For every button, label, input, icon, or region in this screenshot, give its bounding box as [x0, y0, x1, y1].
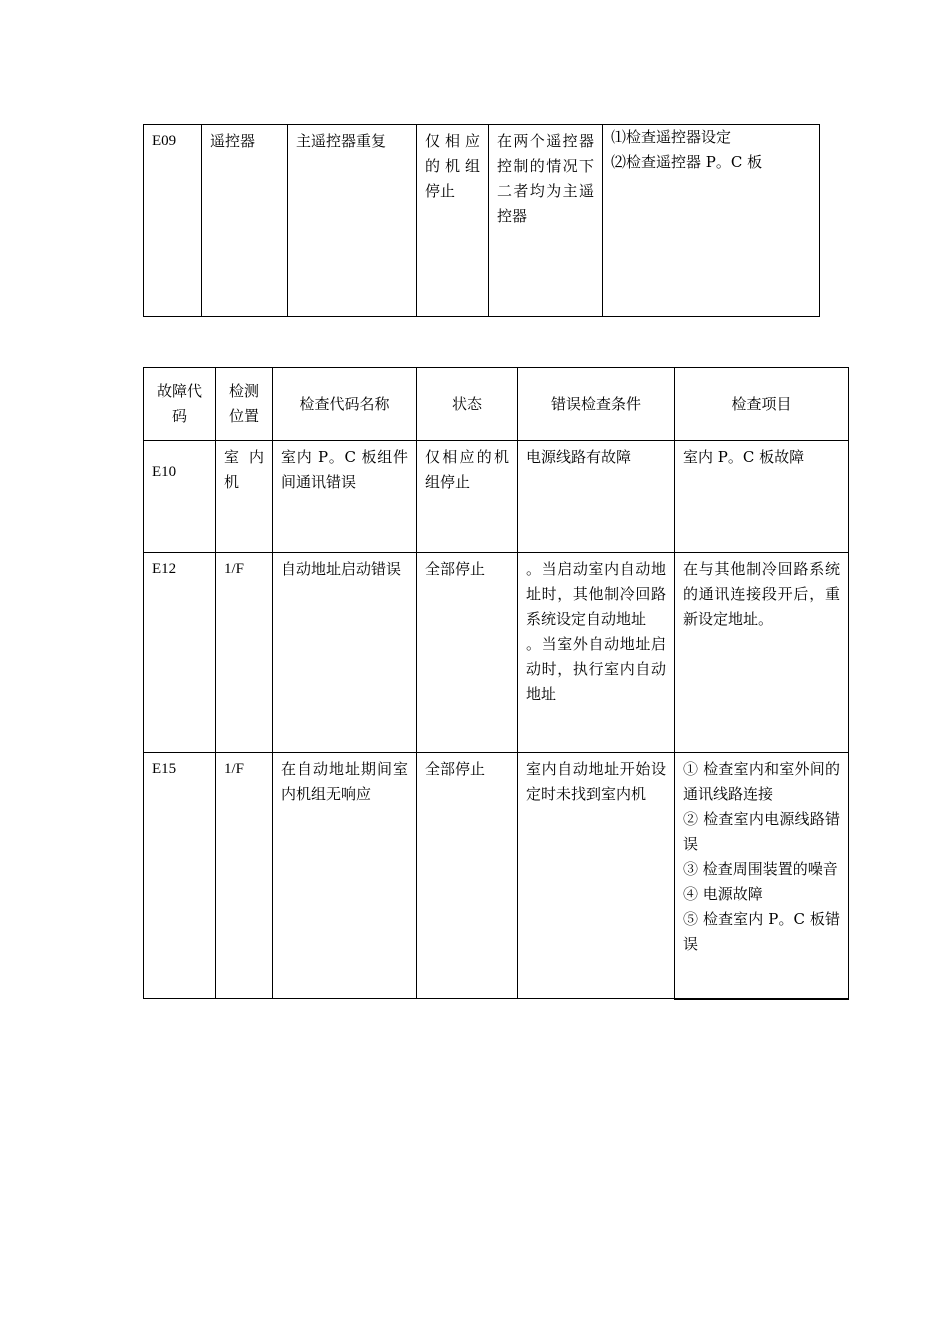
fault-table: [143, 367, 849, 1000]
header-code-name: 检查代码名称: [273, 368, 417, 441]
check-item: ① 检查室内和室外间的通讯线路连接: [683, 760, 840, 803]
code-name-cell: 自动地址启动错误: [273, 553, 417, 753]
condition-cell: [518, 553, 675, 753]
location-cell: 遥控器: [202, 125, 288, 317]
header-detect-location: 检测位置: [216, 368, 273, 441]
code-name-cell: 室内 P。C 板组件间通讯错误: [273, 441, 417, 553]
table-row: [144, 125, 820, 317]
location-cell: 1/F: [216, 553, 273, 753]
check-item: ⑵检查遥控器 P。C 板: [611, 153, 763, 171]
header-status: 状态: [417, 368, 518, 441]
condition-item: 。当启动室内自动地址时，其他制冷回路系统设定自动地址: [526, 560, 666, 628]
table-row: [144, 441, 849, 553]
code-name-cell: 在自动地址期间室内机组无响应: [273, 753, 417, 999]
check-item: ④ 电源故障: [683, 885, 763, 903]
check-items-cell: 室内 P。C 板故障: [675, 441, 849, 553]
fault-code-cell: E15: [144, 753, 216, 999]
code-name-cell: 主遥控器重复: [288, 125, 417, 317]
status-cell: 仅相应的机组停止: [417, 125, 489, 317]
status-cell: 全部停止: [417, 553, 518, 753]
check-items-cell: [603, 125, 820, 317]
check-items-cell: 在与其他制冷回路系统的通讯连接段开后，重新设定地址。: [675, 553, 849, 753]
status-cell: 全部停止: [417, 753, 518, 999]
fault-code-cell: E10: [144, 441, 216, 553]
table-row: [144, 753, 849, 999]
fault-code-cell: E12: [144, 553, 216, 753]
header-condition: 错误检查条件: [518, 368, 675, 441]
status-cell: 仅相应的机组停止: [417, 441, 518, 553]
table-header-row: [144, 368, 849, 441]
check-item: ③ 检查周围装置的噪音: [683, 860, 838, 878]
condition-cell: 室内自动地址开始设定时未找到室内机: [518, 753, 675, 999]
location-cell: 1/F: [216, 753, 273, 999]
condition-item: 。当室外自动地址启动时，执行室内自动地址: [526, 635, 666, 703]
check-items-cell: [675, 753, 849, 999]
table-row: [144, 553, 849, 753]
condition-cell: 在两个遥控器控制的情况下二者均为主遥控器: [489, 125, 603, 317]
fault-code-cell: E09: [144, 125, 202, 317]
condition-cell: 电源线路有故障: [518, 441, 675, 553]
check-item: ⑤ 检查室内 P。C 板错误: [683, 910, 840, 953]
header-fault-code: 故障代码: [144, 368, 216, 441]
check-item: ⑴检查遥控器设定: [611, 128, 732, 146]
location-cell: 室内机: [216, 441, 273, 553]
header-check-items: 检查项目: [675, 368, 849, 441]
check-item: ② 检查室内电源线路错误: [683, 810, 840, 853]
fault-table-e09: [143, 124, 820, 317]
